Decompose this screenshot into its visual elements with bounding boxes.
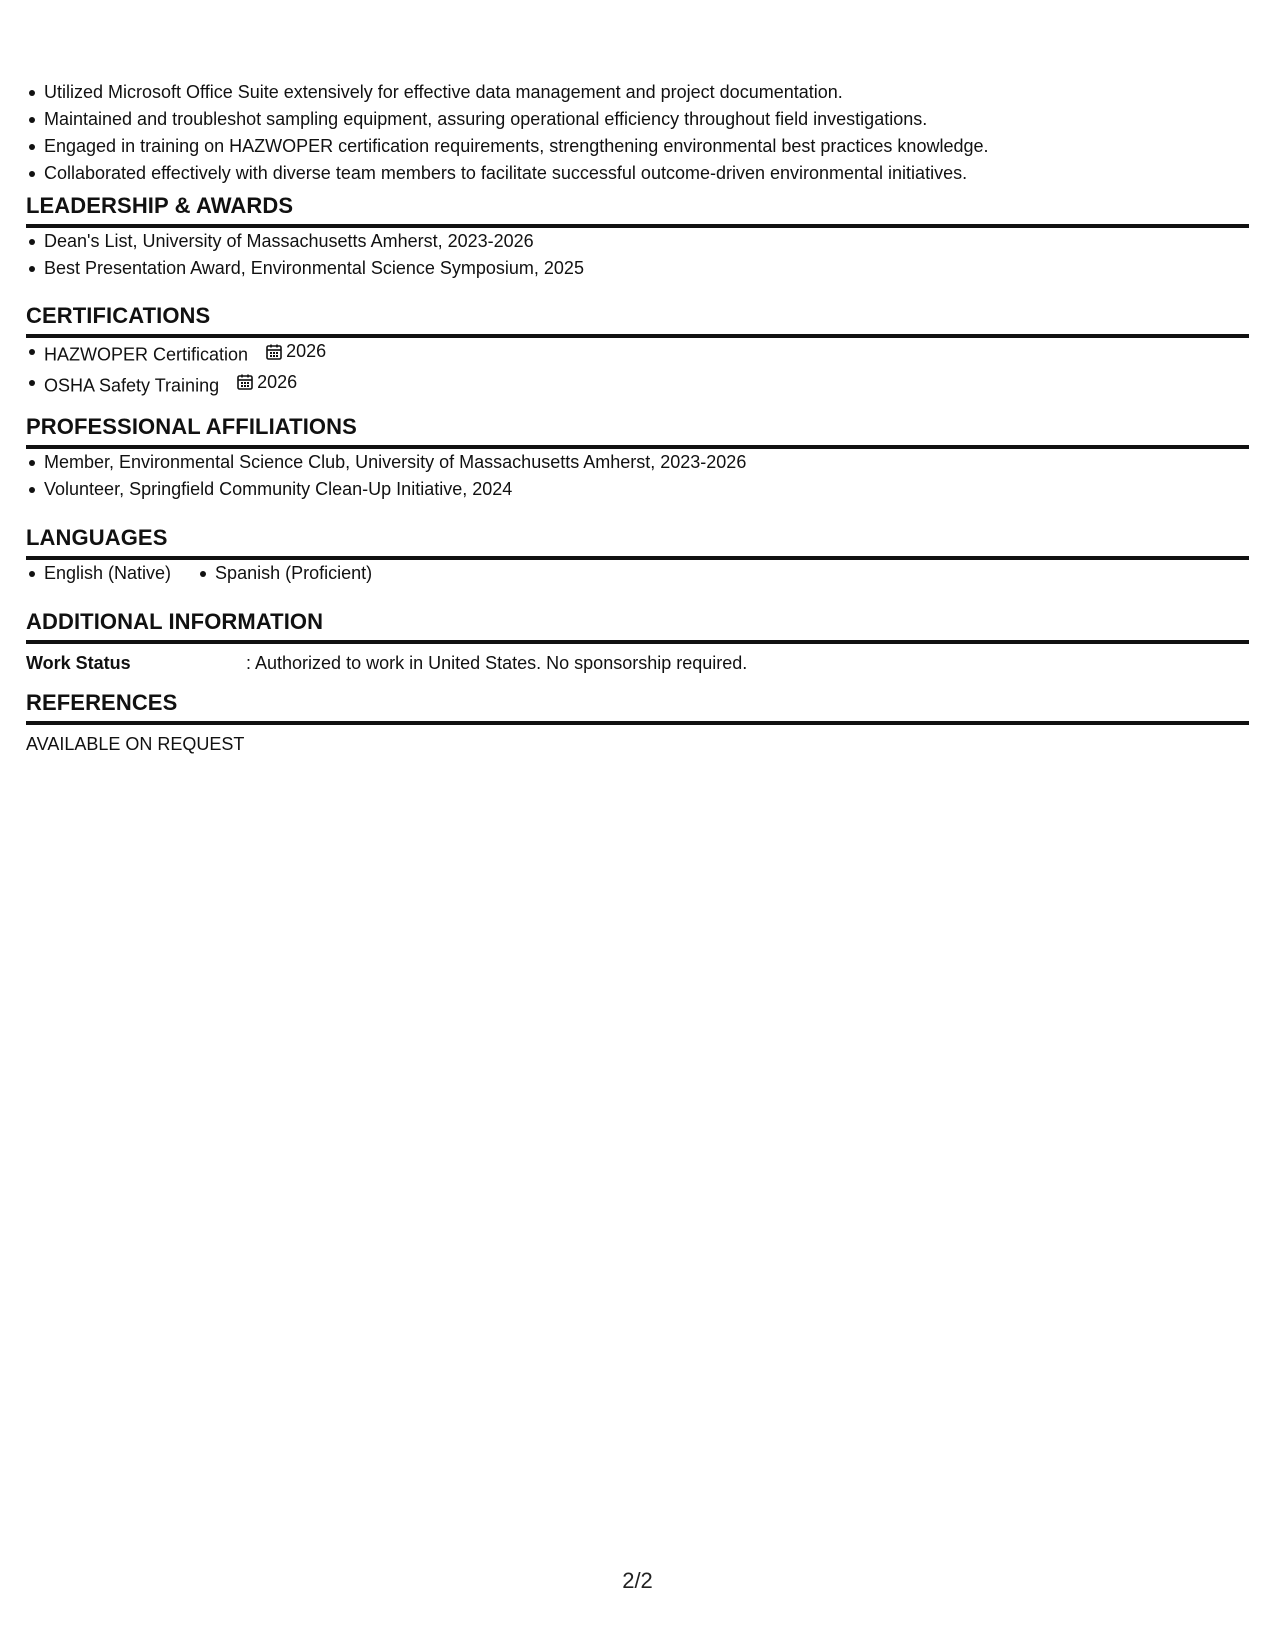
work-status-row	[26, 650, 1249, 676]
certifications-list	[26, 338, 1249, 399]
experience-bullets	[26, 79, 989, 187]
certification-name: OSHA Safety Training	[44, 375, 220, 395]
certification-date	[236, 369, 297, 396]
section-heading: LANGUAGES	[26, 524, 1249, 560]
certifications-section	[26, 302, 1249, 399]
list-item: Dean's List, University of Massachusetts Amherst, 2023-2026	[26, 228, 1249, 255]
list-item	[26, 369, 1249, 400]
list-item: Maintained and troubleshot sampling equipment, assuring operational efficiency throughout field investigations.	[26, 106, 989, 133]
calendar-icon	[265, 343, 283, 361]
list-item: Spanish (Proficient)	[197, 560, 372, 587]
references-section	[26, 689, 1249, 757]
section-heading: REFERENCES	[26, 689, 1249, 725]
list-item: Volunteer, Springfield Community Clean-Up Initiative, 2024	[26, 476, 1249, 503]
affiliations-list	[26, 449, 1249, 503]
leadership-list	[26, 228, 1249, 282]
calendar-icon	[236, 373, 254, 391]
list-item: English (Native)	[26, 560, 171, 587]
section-heading: ADDITIONAL INFORMATION	[26, 608, 1249, 644]
references-text: AVAILABLE ON REQUEST	[26, 734, 245, 754]
certification-year: 2026	[257, 371, 298, 392]
list-item	[26, 338, 1249, 369]
section-heading: CERTIFICATIONS	[26, 302, 1249, 338]
list-item: Member, Environmental Science Club, University of Massachusetts Amherst, 2023-2026	[26, 449, 1249, 476]
leadership-section	[26, 192, 1249, 282]
list-item: Utilized Microsoft Office Suite extensively for effective data management and project documentation.	[26, 79, 989, 106]
list-item: Collaborated effectively with diverse team members to facilitate successful outcome-driven environmental initiatives.	[26, 160, 989, 187]
work-status-label: Work Status	[26, 653, 131, 673]
affiliations-section	[26, 413, 1249, 503]
section-heading: LEADERSHIP & AWARDS	[26, 192, 1249, 228]
page-number: 2/2	[622, 1568, 653, 1593]
certification-date	[265, 338, 326, 365]
list-item: Best Presentation Award, Environmental Science Symposium, 2025	[26, 255, 1249, 282]
languages-section	[26, 524, 1249, 587]
certification-name: HAZWOPER Certification	[44, 344, 249, 365]
additional-info-section	[26, 608, 1249, 676]
section-heading: PROFESSIONAL AFFILIATIONS	[26, 413, 1249, 449]
list-item: Engaged in training on HAZWOPER certification requirements, strengthening environmental best practices knowledge.	[26, 133, 989, 160]
languages-list	[26, 560, 1249, 587]
work-status-value: : Authorized to work in United States. No sponsorship required.	[246, 653, 748, 673]
certification-year: 2026	[286, 341, 327, 361]
